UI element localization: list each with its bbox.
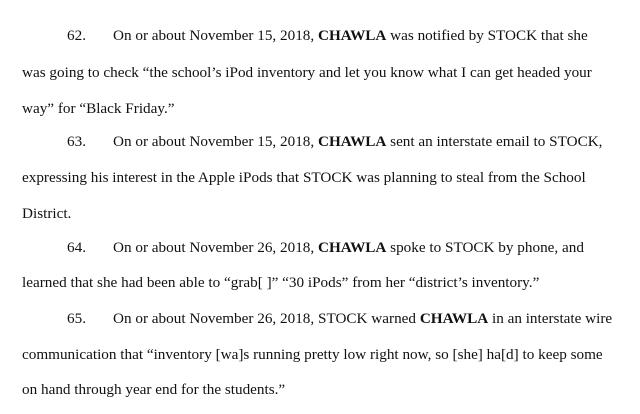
- text: communication that “inventory [wa]s running pretty low right now, so [she] ha[d] to keep some: [22, 346, 603, 363]
- text: District.: [22, 205, 72, 222]
- text: way” for “Black Friday.”: [22, 100, 175, 117]
- paragraph-65-line-3: [22, 381, 285, 399]
- text: learned that she had been able to “grab[ ]” “30 iPods” from her “district’s inventory.”: [22, 274, 540, 291]
- paragraph-63-line-2: [22, 169, 586, 187]
- text: on hand through year end for the students.”: [22, 381, 286, 398]
- text: On or about November 26, 2018,: [113, 239, 318, 256]
- bold-name: CHAWLA: [318, 27, 387, 44]
- paragraph-64-line-1: [67, 239, 584, 257]
- text: was going to check “the school’s iPod inventory and let you know what I can get headed your: [22, 64, 592, 81]
- paragraph-number: 63.: [67, 133, 86, 150]
- paragraph-63-line-3: [22, 205, 71, 223]
- text: in an interstate wire: [488, 310, 613, 327]
- text: was notified by STOCK that she: [386, 27, 588, 44]
- paragraph-62-line-1: [67, 27, 588, 45]
- bold-name: CHAWLA: [318, 239, 387, 256]
- paragraph-62-line-2: [22, 64, 592, 82]
- text: On or about November 26, 2018, STOCK warned: [113, 310, 420, 327]
- bold-name: CHAWLA: [318, 133, 387, 150]
- text: On or about November 15, 2018,: [113, 133, 318, 150]
- paragraph-65-line-1: [67, 310, 612, 328]
- paragraph-62-line-3: [22, 100, 175, 118]
- bold-name: CHAWLA: [419, 310, 489, 327]
- paragraph-number: 65.: [67, 310, 86, 327]
- text: spoke to STOCK by phone, and: [386, 239, 584, 256]
- paragraph-63-line-1: [67, 133, 602, 151]
- text: On or about November 15, 2018,: [113, 27, 318, 44]
- text: expressing his interest in the Apple iPods that STOCK was planning to steal from the School: [22, 169, 586, 186]
- paragraph-65-line-2: [22, 346, 603, 364]
- text: sent an interstate email to STOCK,: [386, 133, 603, 150]
- paragraph-number: 62.: [67, 27, 86, 44]
- paragraph-number: 64.: [67, 239, 86, 256]
- paragraph-64-line-2: [22, 274, 539, 292]
